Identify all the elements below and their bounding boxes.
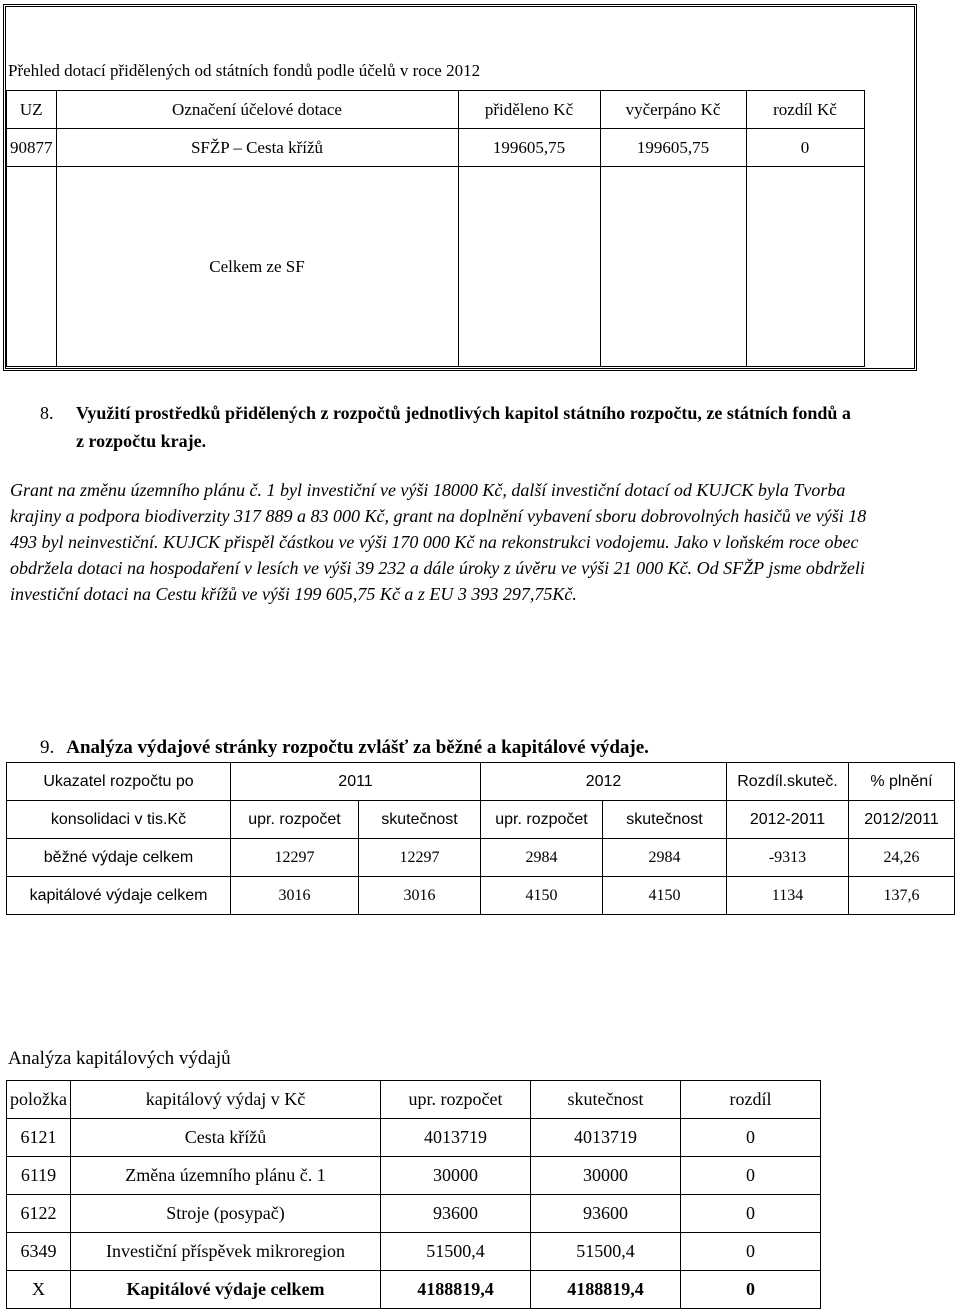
table-cell: 24,26 xyxy=(849,839,955,877)
col-header-actual: skutečnost xyxy=(531,1081,681,1119)
table-cell: 0 xyxy=(681,1233,821,1271)
col-subheader: skutečnost xyxy=(359,801,481,839)
cell-difference: 0 xyxy=(746,129,864,167)
grant-paragraph: Grant na změnu územního plánu č. 1 byl investiční ve výši 18000 Kč, další investiční dotací od KUJCK byla Tvorba krajiny a podpora biodiverzity 317 889 a 83 000 Kč, grant na doplnění vybavení sboru dobrovolných hasičů ve výši 18 493 byl neinvestiční. KUJCK přispěl částkou ve výši 170 000 Kč na rekonstrukci vodojemu. Jako v loňském roce obec obdržela dotaci na hospodaření v lesích ve výši 39 232 a dále úroky z úvěru ve výši 21 000 Kč. Od SFŽP jsme obdrželi investiční dotaci na Cestu křížů ve výši 199 605,75 Kč a z EU 3 393 297,75Kč. xyxy=(10,480,867,604)
col-subheader: upr. rozpočet xyxy=(231,801,359,839)
table-cell: 30000 xyxy=(531,1157,681,1195)
col-header-percent: % plnění xyxy=(849,763,955,801)
table-row xyxy=(7,877,955,915)
table-header-row xyxy=(7,1081,821,1119)
col-header-purpose: Označení účelové dotace xyxy=(56,91,458,129)
table-header-row xyxy=(7,801,955,839)
table-cell: 0 xyxy=(681,1119,821,1157)
table-cell: 2984 xyxy=(481,839,603,877)
col-subheader: 2012/2011 xyxy=(849,801,955,839)
table-cell: 6122 xyxy=(7,1195,71,1233)
cell-purpose: SFŽP – Cesta křížů xyxy=(56,129,458,167)
table-cell: 51500,4 xyxy=(531,1233,681,1271)
table-row xyxy=(7,1195,821,1233)
grant-table-title: Přehled dotací přidělených od státních fondů podle účelů v roce 2012 xyxy=(8,61,481,80)
col-subheader: upr. rozpočet xyxy=(481,801,603,839)
section-number: 8. xyxy=(40,403,54,423)
col-subheader: 2012-2011 xyxy=(727,801,849,839)
col-subheader: konsolidaci v tis.Kč xyxy=(7,801,231,839)
col-header-difference: rozdíl Kč xyxy=(746,91,864,129)
section-9-heading xyxy=(40,737,649,759)
budget-table xyxy=(6,762,955,915)
col-header-2012: 2012 xyxy=(481,763,727,801)
table-cell: Změna územního plánu č. 1 xyxy=(71,1157,381,1195)
col-header-expense: kapitálový výdaj v Kč xyxy=(71,1081,381,1119)
total-label: Celkem ze SF xyxy=(56,167,458,367)
grant-table xyxy=(6,90,865,367)
table-cell: 0 xyxy=(681,1157,821,1195)
cell-uz: 90877 xyxy=(7,129,57,167)
table-row xyxy=(7,1157,821,1195)
table-cell: X xyxy=(7,1271,71,1309)
table-cell: 4188819,4 xyxy=(531,1271,681,1309)
table-cell: Stroje (posypač) xyxy=(71,1195,381,1233)
col-header-spent: vyčerpáno Kč xyxy=(600,91,746,129)
table-cell: 6121 xyxy=(7,1119,71,1157)
table-cell: 6119 xyxy=(7,1157,71,1195)
table-cell: -9313 xyxy=(727,839,849,877)
col-header-difference: rozdíl xyxy=(681,1081,821,1119)
section-heading-text: Využití prostředků přidělených z rozpočtů jednotlivých kapitol státního rozpočtu, ze státních fondů a z rozpočtu kraje. xyxy=(76,403,851,451)
table-cell: 4013719 xyxy=(531,1119,681,1157)
col-header-indicator: Ukazatel rozpočtu po xyxy=(7,763,231,801)
table-row xyxy=(7,129,865,167)
col-header-budget: upr. rozpočet xyxy=(381,1081,531,1119)
capital-table xyxy=(6,1080,821,1309)
table-cell: 2984 xyxy=(603,839,727,877)
table-row xyxy=(7,839,955,877)
table-header-row xyxy=(7,763,955,801)
table-header-row xyxy=(7,91,865,129)
table-cell: 93600 xyxy=(381,1195,531,1233)
table-cell: 137,6 xyxy=(849,877,955,915)
table-cell: 4013719 xyxy=(381,1119,531,1157)
col-header-allocated: přiděleno Kč xyxy=(458,91,600,129)
section-8-heading xyxy=(40,399,856,455)
row-label: běžné výdaje celkem xyxy=(7,839,231,877)
col-subheader: skutečnost xyxy=(603,801,727,839)
table-row xyxy=(7,1119,821,1157)
table-cell: 4150 xyxy=(603,877,727,915)
table-cell: 6349 xyxy=(7,1233,71,1271)
table-cell: 0 xyxy=(681,1195,821,1233)
table-cell: 30000 xyxy=(381,1157,531,1195)
table-cell: 1134 xyxy=(727,877,849,915)
table-cell: 0 xyxy=(681,1271,821,1309)
table-cell: 51500,4 xyxy=(381,1233,531,1271)
table-cell: 12297 xyxy=(231,839,359,877)
table-cell: 4188819,4 xyxy=(381,1271,531,1309)
table-cell: Investiční příspěvek mikroregion xyxy=(71,1233,381,1271)
cell-spent: 199605,75 xyxy=(600,129,746,167)
col-header-diff: Rozdíl.skuteč. xyxy=(727,763,849,801)
capital-table-title: Analýza kapitálových výdajů xyxy=(8,1048,231,1069)
table-cell: 93600 xyxy=(531,1195,681,1233)
col-header-2011: 2011 xyxy=(231,763,481,801)
table-cell: 4150 xyxy=(481,877,603,915)
table-cell: 3016 xyxy=(359,877,481,915)
table-row xyxy=(7,1233,821,1271)
total-row xyxy=(7,167,865,367)
total-row xyxy=(7,1271,821,1309)
table-cell: Kapitálové výdaje celkem xyxy=(71,1271,381,1309)
section-heading-text: Analýza výdajové stránky rozpočtu zvlášť za běžné a kapitálové výdaje. xyxy=(66,737,649,758)
section-number: 9. xyxy=(40,737,55,758)
col-header-uz: UZ xyxy=(7,91,57,129)
col-header-item: položka xyxy=(7,1081,71,1119)
table-cell: Cesta křížů xyxy=(71,1119,381,1157)
cell-allocated: 199605,75 xyxy=(458,129,600,167)
row-label: kapitálové výdaje celkem xyxy=(7,877,231,915)
table-cell: 3016 xyxy=(231,877,359,915)
table-cell: 12297 xyxy=(359,839,481,877)
